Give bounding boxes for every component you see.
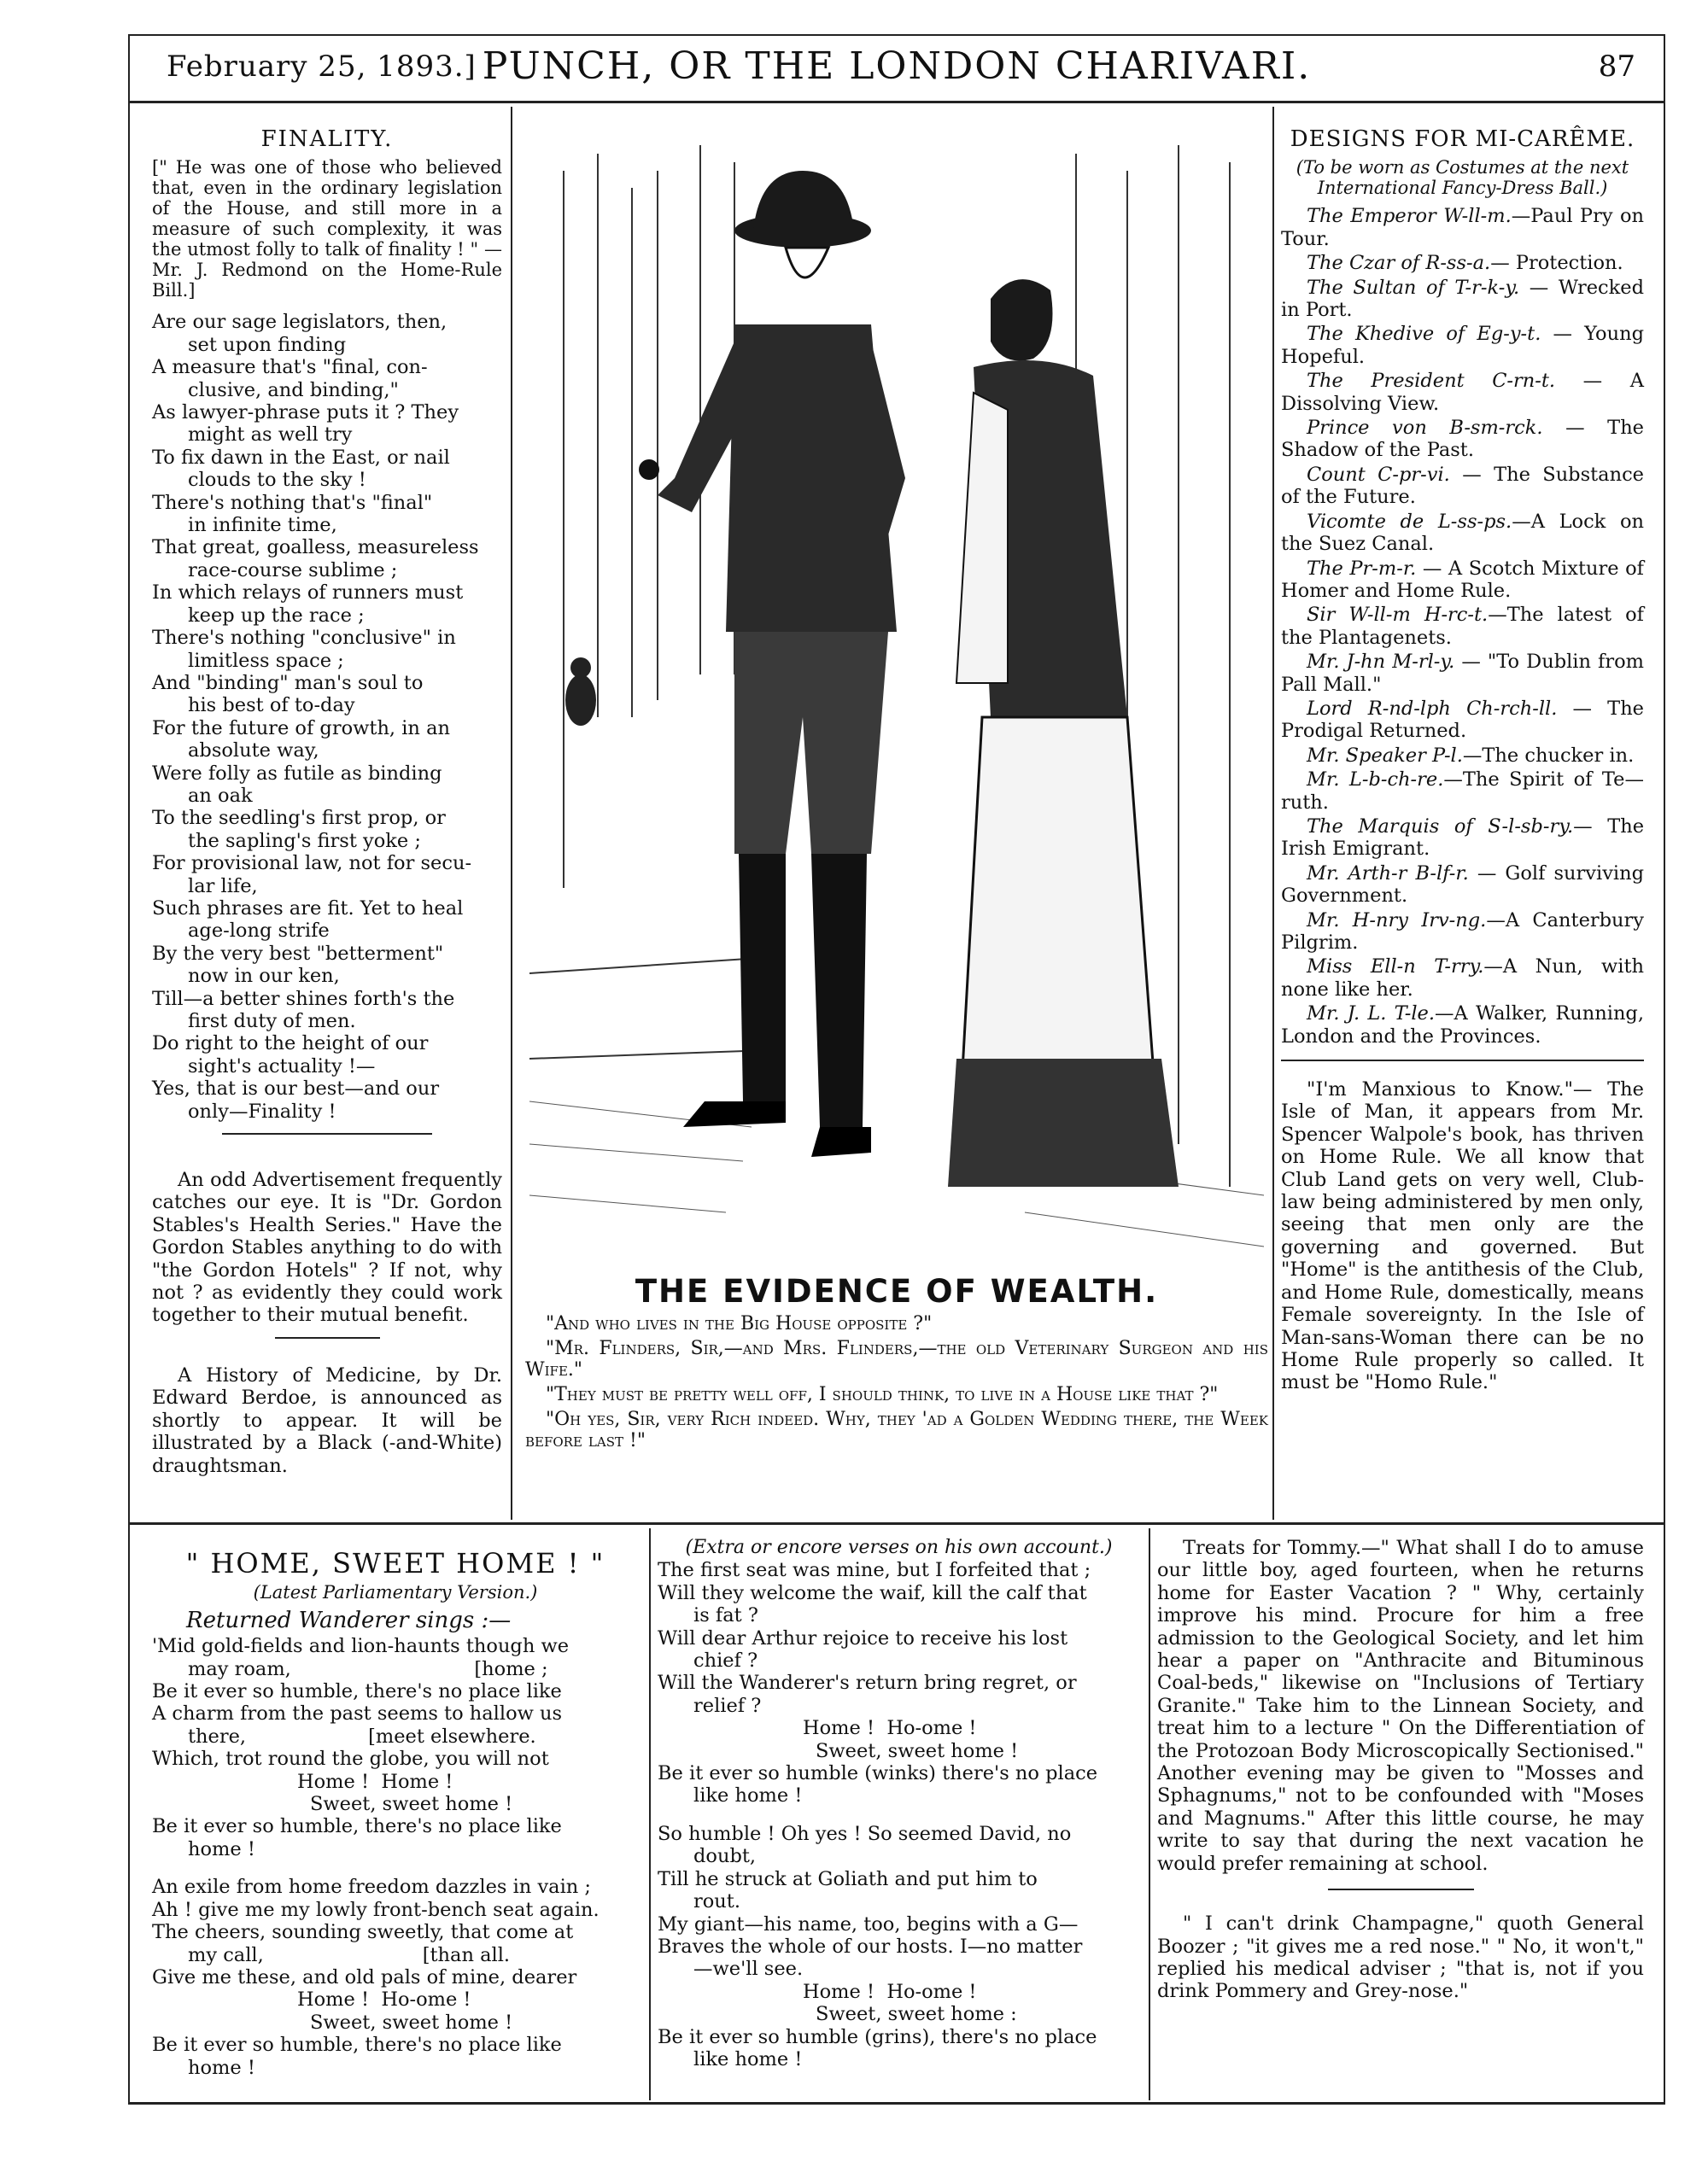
extra-verses-column: [658, 1537, 1140, 2070]
col-divider-1: [511, 107, 512, 1520]
design-entry-name: Vicomte de L-ss-ps.: [1307, 510, 1512, 533]
poem-line: lar life,: [188, 874, 258, 897]
divider: [275, 1337, 380, 1339]
extra-title: (Extra or encore verses on his own account.): [685, 1537, 1113, 1558]
poem-line: Be it ever so humble (winks) there's no place: [658, 1762, 1098, 1785]
poem-line: My giant—his name, too, begins with a G—: [658, 1912, 1079, 1936]
poem-line: Home ! Ho-ome !: [803, 1980, 977, 2003]
design-entry-name: Count C-pr-vi.: [1307, 463, 1450, 486]
design-entry-name: The Sultan of T-r-k-y.: [1307, 276, 1520, 299]
poem-line: home !: [188, 1837, 255, 1860]
design-entry: [1281, 558, 1644, 603]
poem-line: Sweet, sweet home !: [310, 2011, 513, 2034]
designs-title: DESIGNS FOR MI-CARÊME.: [1290, 126, 1635, 152]
poem-line: Ah ! give me my lowly front-bench seat again.: [152, 1898, 600, 1921]
cartoon-illustration: [529, 120, 1268, 1272]
poem-line: an oak: [188, 784, 253, 807]
col-divider-3: [649, 1528, 651, 2100]
poem-line: Be it ever so humble (grins), there's no place: [658, 2025, 1097, 2048]
poem-line: There's nothing that's "final": [152, 491, 433, 514]
poem-line: Were folly as futile as binding: [152, 762, 442, 785]
col-divider-4: [1149, 1528, 1150, 2100]
designs-subtitle: (To be worn as Costumes at the next International Fancy-Dress Ball.): [1296, 157, 1629, 199]
poem-line: doubt,: [693, 1845, 757, 1868]
design-entry: [1281, 651, 1644, 696]
right-border: [1664, 34, 1665, 2105]
poem-line: Will dear Arthur rejoice to receive his lost: [658, 1626, 1068, 1650]
design-entry-name: The Khedive of Eg-y-t.: [1307, 323, 1541, 346]
poem-line: in infinite time,: [188, 514, 337, 537]
poem-line: Till he struck at Goliath and put him to: [658, 1867, 1038, 1890]
cartoon-dialogue: [525, 1313, 1268, 1451]
design-entry-name: The President C-rn-t.: [1307, 370, 1556, 393]
tommy-paragraph: Treats for Tommy.—" What shall I do to amuse our little boy, aged fourteen, when he returns home for Easter Vacation ? " Why, certainly improve his mind. Procure for him a free admission to the Geological Society, and let him hear a paper on "Anthracite and Bituminous Coal-beds," likewise on "Inclusions of Tertiary Granite." Take him to the Linnean Society, and treat him to a lecture " On the Differentiation of the Protozoan Body Microscopically Sectionised." Another evening may be given to "Mosses and Sphagnums," not to be confounded with "Moses and Magnums." After this little course, he may write to say that during the next vacation he would prefer remaining at school.: [1157, 1537, 1644, 1875]
poem-line: A charm from the past seems to hallow us: [152, 1702, 563, 1726]
masthead-title: PUNCH, OR THE LONDON CHARIVARI.: [482, 44, 1312, 88]
design-entry-desc: — A Scotch Mixture of Homer and Home Rule.: [1281, 557, 1644, 602]
poem-line: the sapling's first yoke ;: [188, 829, 421, 852]
poem-line: To the seedling's first prop, or: [152, 807, 446, 830]
design-entry-desc: — Protection.: [1490, 252, 1623, 275]
poem-line: Till—a better shines forth's the: [152, 987, 455, 1010]
mid-rule: [128, 1522, 1665, 1525]
champagne-paragraph: " I can't drink Champagne," quoth General Boozer ; "it gives me a red nose." " No, it won't," replied his medical adviser ; "that is, not if you drink Pommery and Grey-nose.": [1157, 1912, 1644, 2003]
design-entry-name: Lord R-nd-lph Ch-rch-ll.: [1307, 697, 1558, 720]
finality-title: FINALITY.: [260, 126, 394, 152]
design-entry-desc: — A Dissolving View.: [1281, 370, 1644, 415]
design-entry: [1281, 464, 1644, 509]
design-entry-desc: — Golf surviving Government.: [1281, 861, 1644, 908]
finality-epigraph: [" He was one of those who believed that, even in the ordinary legislation of the House, and still more in a measure of such complexity, it was the utmost folly to talk of finality ! " —Mr. J. Redmond on the Home-Rule Bill.]: [152, 157, 502, 301]
poem-line: rout.: [693, 1890, 740, 1913]
poem-line: relief ?: [693, 1694, 762, 1717]
design-entry-desc: —A Walker, Running, London and the Provinces.: [1281, 1002, 1644, 1048]
poem-line: And "binding" man's soul to: [152, 671, 424, 694]
poem-line: Braves the whole of our hosts. I—no matter: [658, 1935, 1083, 1958]
stanza-gap: [658, 1807, 1140, 1823]
manxious-paragraph: "I'm Manxious to Know."— The Isle of Man, it appears from Mr. Spencer Walpole's book, has thriven on Home Rule. We all know that Club Land gets on very well, Club-law being administered by men only, seeing that men only are the governing and governed. But "Home" is the antithesis of the Club, and Home Rule, domestically, means Female sovereignty. In the Isle of Man-sans-Woman there can be no Home Rule properly so called. It must be "Homo Rule.": [1281, 1078, 1644, 1394]
poem-line: Home ! Ho-ome !: [803, 1717, 977, 1740]
poem-line: my call, [than all.: [188, 1943, 511, 1966]
design-entry-name: Mr. Arth-r B-lf-r.: [1307, 861, 1469, 885]
poem-line: An exile from home freedom dazzles in vain ;: [152, 1876, 591, 1899]
design-entry: [1281, 277, 1644, 322]
history-paragraph: A History of Medicine, by Dr. Edward Berdoe, is announced as shortly to appear. It will be illustrated by a Black (-and-White) draughtsman.: [152, 1364, 502, 1477]
design-entry-desc: —A Canterbury Pilgrim.: [1281, 908, 1645, 954]
designs-column: [1281, 128, 1644, 1401]
poem-line: Are our sage legislators, then,: [152, 311, 447, 334]
design-entry-name: The Emperor W-ll-m.: [1307, 205, 1512, 228]
poem-line: limitless space ;: [188, 649, 344, 672]
cartoon-title: THE EVIDENCE OF WEALTH.: [635, 1273, 1159, 1310]
poem-line: Such phrases are fit. Yet to heal: [152, 896, 464, 920]
design-entry: [1281, 955, 1644, 1001]
divider: [1281, 1060, 1644, 1061]
poem-line: For the future of growth, in an: [152, 716, 450, 739]
poem-line: So humble ! Oh yes ! So seemed David, no: [658, 1822, 1072, 1845]
design-entry: [1281, 323, 1644, 368]
caption-line: "Mr. Flinders, Sir,—and Mrs. Flinders,—the old Veterinary Surgeon and his Wife.": [525, 1338, 1268, 1381]
page-number: 87: [1598, 50, 1635, 84]
poem-line: That great, goalless, measureless: [152, 536, 479, 559]
design-entry-desc: —A Lock on the Suez Canal.: [1281, 510, 1644, 556]
design-entry: [1281, 862, 1644, 908]
poem-line: Be it ever so humble, there's no place like: [152, 2034, 562, 2057]
poem-line: Sweet, sweet home !: [310, 1793, 513, 1816]
poem-line: Will the Wanderer's return bring regret, or: [658, 1672, 1077, 1695]
poem-line: Home ! Home !: [297, 1770, 453, 1793]
design-entry-desc: — The Substance of the Future.: [1281, 463, 1644, 509]
cartoon-caption: [525, 1273, 1268, 1455]
poem-line: clusive, and binding,": [188, 378, 399, 401]
design-entry: [1281, 745, 1644, 767]
design-entry-name: Mr. J-hn M-rl-y.: [1307, 651, 1455, 674]
poem-line: The first seat was mine, but I forfeited that ;: [658, 1559, 1091, 1582]
design-entry-desc: — The Irish Emigrant.: [1281, 815, 1645, 861]
poem-line: Home ! Ho-ome !: [297, 1988, 471, 2012]
divider: [222, 1133, 432, 1135]
poem-line: race-course sublime ;: [188, 558, 398, 581]
design-entry-desc: — The Shadow of the Past.: [1281, 417, 1645, 462]
home-title: " HOME, SWEET HOME ! ": [185, 1547, 605, 1580]
issue-date: February 25, 1893.]: [167, 50, 477, 84]
design-entry: [1281, 698, 1644, 743]
design-entry-desc: — Wrecked in Port.: [1281, 276, 1644, 322]
header-rule: [128, 101, 1665, 103]
caption-line: "They must be pretty well off, I should think, to live in a House like that ?": [546, 1384, 1219, 1406]
col-divider-2: [1272, 107, 1274, 1520]
finality-column: [152, 128, 502, 1484]
poem-line: home !: [188, 2056, 255, 2079]
home-sweet-home-column: [152, 1537, 639, 2079]
poem-line: sight's actuality !—: [188, 1054, 376, 1077]
poem-line: only—Finality !: [188, 1100, 336, 1123]
poem-line: is fat ?: [693, 1604, 758, 1627]
design-entry-desc: — The Prodigal Returned.: [1281, 697, 1645, 743]
design-entry-desc: —The chucker in.: [1462, 744, 1635, 767]
poem-line: 'Mid gold-fields and lion-haunts though we: [152, 1635, 570, 1658]
poem-line: his best of to-day: [188, 694, 355, 717]
design-entry: [1281, 205, 1644, 250]
design-entry: [1281, 604, 1644, 649]
poem-line: may roam, [home ;: [188, 1657, 548, 1680]
design-entry-desc: —The Spirit of Te—ruth.: [1281, 768, 1644, 814]
design-entry-desc: —Paul Pry on Tour.: [1281, 205, 1644, 250]
poem-line: keep up the race ;: [188, 604, 365, 627]
poem-line: first duty of men.: [188, 1010, 356, 1032]
poem-line: Sweet, sweet home :: [816, 2003, 1017, 2026]
design-entry: [1281, 815, 1644, 861]
poem-line: In which relays of runners must: [152, 581, 464, 604]
left-border: [128, 34, 130, 2105]
design-entry-name: Prince von B-sm-rck.: [1307, 417, 1543, 440]
poem-line: Be it ever so humble, there's no place like: [152, 1680, 562, 1703]
page-header: [132, 41, 1661, 101]
poem-line: clouds to the sky !: [188, 469, 366, 492]
poem-line: The cheers, sounding sweetly, that come at: [152, 1921, 574, 1944]
divider: [1328, 1889, 1474, 1890]
poem-line: —we'll see.: [693, 1958, 804, 1981]
caption-line: "Oh yes, Sir, very Rich indeed. Why, they 'ad a Golden Wedding there, the Week before last !": [525, 1409, 1268, 1452]
poem-line: age-long strife: [188, 920, 330, 943]
home-intro: Returned Wanderer sings :—: [186, 1607, 512, 1633]
home-poem: [152, 1635, 639, 2079]
extra-poem: [658, 1559, 1140, 2070]
design-entry-name: Sir W-ll-m H-rc-t.: [1307, 604, 1489, 627]
poem-line: Yes, that is our best—and our: [152, 1077, 440, 1101]
poem-line: By the very best "betterment": [152, 942, 444, 965]
caption-line: "And who lives in the Big House opposite ?": [546, 1313, 933, 1335]
design-entry: [1281, 768, 1644, 814]
design-entry-name: Miss Ell-n T-rry.: [1307, 955, 1484, 978]
poem-line: Will they welcome the waif, kill the calf that: [658, 1581, 1087, 1604]
poem-line: Do right to the height of our: [152, 1032, 429, 1055]
poem-line: For provisional law, not for secu-: [152, 852, 472, 875]
design-entry: [1281, 1002, 1644, 1048]
poem-line: absolute way,: [188, 739, 319, 762]
design-entry-name: Mr. L-b-ch-re.: [1307, 768, 1444, 791]
design-entry-name: Mr. J. L. T-le.: [1307, 1002, 1435, 1025]
poem-line: A measure that's "final, con-: [152, 356, 428, 379]
poem-line: As lawyer-phrase puts it ? They: [152, 401, 459, 424]
poem-line: To fix dawn in the East, or nail: [152, 446, 450, 469]
design-entry-desc: —The latest of the Plantagenets.: [1281, 604, 1644, 649]
poem-line: Be it ever so humble, there's no place like: [152, 1815, 562, 1838]
poem-line: chief ?: [693, 1650, 758, 1673]
poem-line: might as well try: [188, 423, 353, 447]
stanza-gap: [152, 1860, 639, 1876]
design-entry: [1281, 370, 1644, 415]
design-entry: [1281, 511, 1644, 556]
top-border: [128, 34, 1665, 36]
poem-line: now in our ken,: [188, 965, 340, 988]
poem-line: like home !: [693, 1784, 803, 1807]
design-entry-name: Mr. H-nry Irv-ng.: [1307, 908, 1487, 931]
poem-line: set upon finding: [188, 333, 347, 356]
advert-paragraph: An odd Advertisement frequently catches our eye. It is "Dr. Gordon Stables's Health Series." Have the Gordon Stables anything to do with "the Gordon Hotels" ? If not, why not ? as evidently they could work together to their mutual benefit.: [152, 1169, 502, 1327]
design-entry-name: Mr. Speaker P-l.: [1307, 744, 1463, 767]
finality-poem: [152, 311, 502, 1123]
poem-line: like home !: [693, 2047, 803, 2070]
design-entry-desc: — Young Hopeful.: [1281, 323, 1644, 368]
poem-line: there, [meet elsewhere.: [188, 1725, 536, 1748]
poem-line: Which, trot round the globe, you will not: [152, 1748, 549, 1771]
design-entry-desc: — "To Dublin from Pall Mall.": [1281, 651, 1645, 696]
poem-line: There's nothing "conclusive" in: [152, 627, 456, 650]
design-entry-name: The Marquis of S-l-sb-ry.: [1307, 815, 1574, 838]
design-entry-desc: —A Nun, with none like her.: [1281, 955, 1644, 1001]
design-entry: [1281, 417, 1644, 462]
tommy-column: [1157, 1537, 1644, 2010]
poem-line: Give me these, and old pals of mine, dearer: [152, 1965, 577, 1988]
design-entry-name: The Pr-m-r.: [1307, 557, 1417, 580]
bottom-rule: [128, 2102, 1665, 2105]
design-entry-name: The Czar of R-ss-a.: [1307, 252, 1491, 275]
poem-line: Sweet, sweet home !: [816, 1739, 1019, 1762]
home-subtitle: (Latest Parliamentary Version.): [253, 1582, 538, 1603]
design-entry: [1281, 909, 1644, 955]
design-entry: [1281, 252, 1644, 274]
designs-list: [1281, 205, 1644, 1048]
